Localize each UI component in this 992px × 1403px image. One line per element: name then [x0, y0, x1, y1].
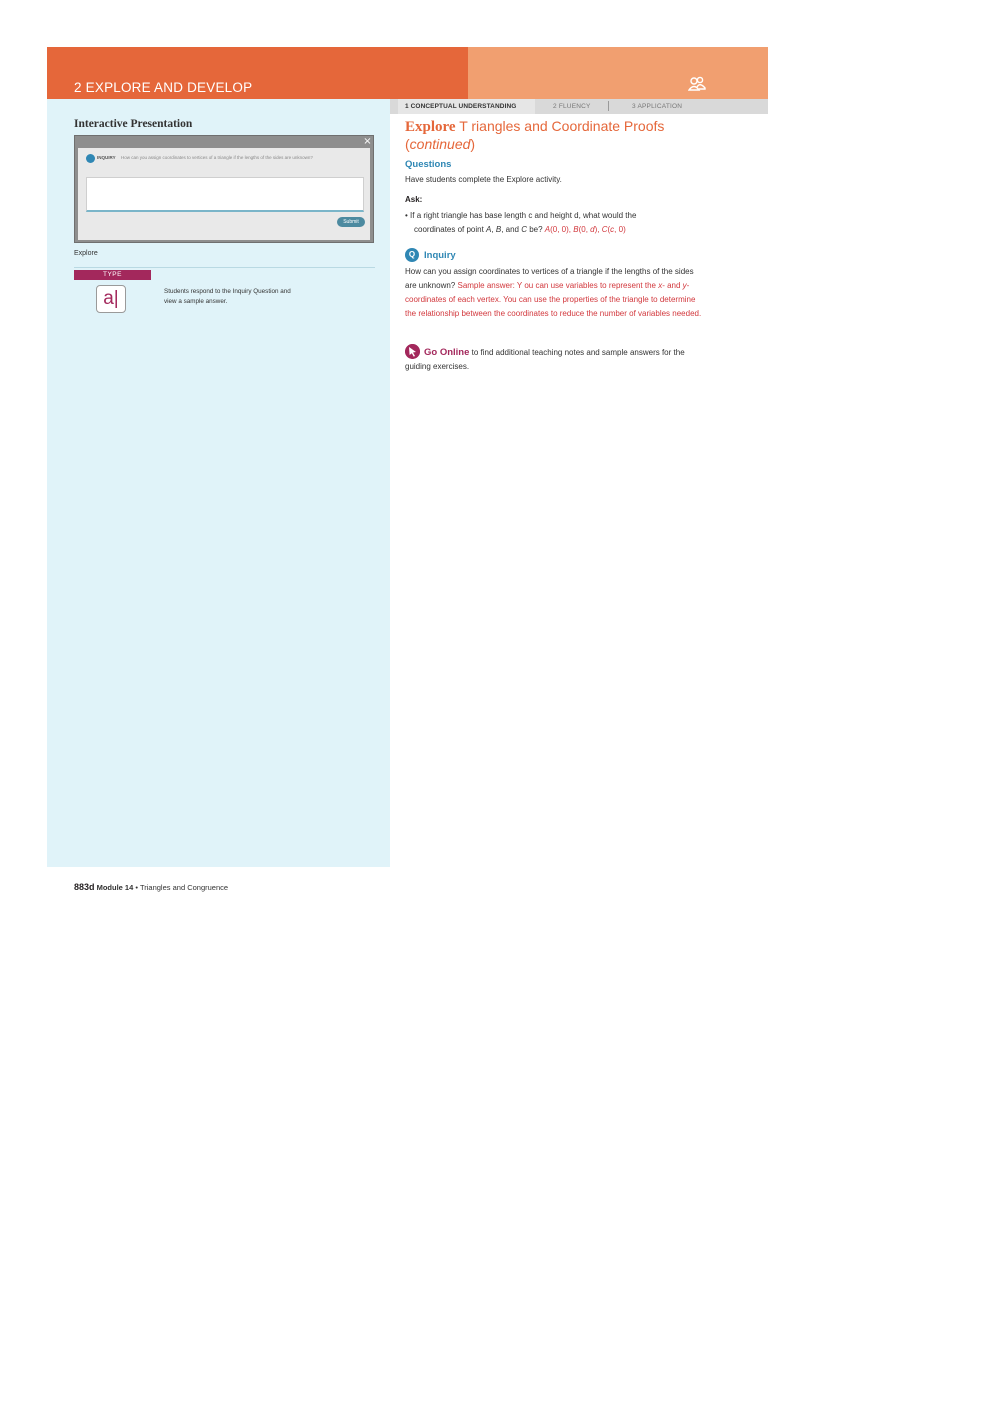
- footer-separator: •: [133, 883, 140, 892]
- page-number: 883d: [74, 882, 95, 892]
- answer-a-coord: (0, 0),: [550, 225, 574, 234]
- inquiry-answer-1: Sample answer: Y ou can use variables to represent the: [457, 281, 659, 290]
- ask-point-b: B: [495, 225, 502, 234]
- inquiry-answer-y: y: [682, 281, 687, 290]
- chapter-title: Triangles and Congruence: [139, 883, 229, 892]
- go-online-text: to find additional teaching notes and sample answers for the guiding exercises.: [405, 348, 685, 371]
- answer-c-open: (: [607, 225, 611, 234]
- inquiry-heading: Inquiry: [424, 250, 456, 261]
- screen-question-text: How can you assign coordinates to vertices of a triangle if the lengths of the sides are unknown?: [121, 155, 313, 160]
- inquiry-icon: Q: [405, 248, 419, 262]
- screenshot-caption: Explore: [74, 250, 98, 257]
- interactive-presentation-title: Interactive Presentation: [74, 118, 193, 130]
- tab-fluency[interactable]: 2 FLUENCY: [553, 103, 591, 110]
- answer-c: C: [601, 225, 608, 234]
- answer-textbox[interactable]: [86, 177, 364, 212]
- tab-separator: [608, 101, 609, 111]
- screen-question-tag: INQUIRY: [97, 155, 116, 160]
- type-description: Students respond to the Inquiry Question and view a sample answer.: [164, 288, 291, 305]
- go-online-note: [405, 346, 705, 374]
- heading-continued: continued: [409, 136, 471, 152]
- answer-b-close: ),: [594, 225, 602, 234]
- ask-point-c: C: [521, 225, 527, 234]
- questions-heading: Questions: [405, 159, 452, 170]
- answer-a: A: [544, 225, 551, 234]
- answer-c-var: c: [610, 225, 615, 234]
- tab-conceptual-understanding[interactable]: 1 CONCEPTUAL UNDERSTANDING: [405, 103, 517, 110]
- heading-close-paren: ): [470, 136, 476, 152]
- go-online-link[interactable]: Go Online: [424, 347, 470, 358]
- type-icon-glyph: a|: [103, 288, 119, 309]
- ask-line-1: • If a right triangle has base length c and height d, what would the: [405, 211, 637, 220]
- tab-application[interactable]: 3 APPLICATION: [632, 103, 683, 110]
- inquiry-answer-3: -coordinates of each vertex. You can use the properties of the triangle to determine the relationship between the coordinates to reduce the number of variables needed.: [405, 281, 702, 318]
- submit-button[interactable]: Submit: [337, 217, 365, 227]
- heading-explore: Explore: [405, 119, 456, 135]
- inquiry-answer-x: x: [658, 281, 663, 290]
- type-badge: TYPE: [74, 270, 151, 280]
- inquiry-body: [405, 265, 705, 321]
- divider: [74, 267, 375, 268]
- section-header-accent: [468, 47, 768, 99]
- inquiry-icon: [86, 154, 95, 163]
- module-label: Module 14: [94, 883, 134, 892]
- ask-point-a: A: [486, 225, 492, 234]
- ask-question: [405, 209, 705, 237]
- heading-open-paren: (: [405, 136, 410, 152]
- page-footer: [74, 882, 228, 892]
- ask-label: Ask:: [405, 195, 423, 204]
- questions-body: Have students complete the Explore activity.: [405, 175, 562, 184]
- ask-be: be?: [526, 225, 545, 234]
- ask-comma: ,: [491, 225, 496, 234]
- close-icon[interactable]: ×: [363, 136, 372, 147]
- inquiry-answer-2: - and: [662, 281, 683, 290]
- inquiry-question: How can you assign coordinates to vertices of a triangle if the lengths of the sides are unknown?: [405, 267, 694, 290]
- section-title: 2 EXPLORE AND DEVELOP: [74, 80, 253, 95]
- group-people-icon: [688, 76, 706, 92]
- explore-heading: [405, 118, 735, 153]
- answer-b: B: [573, 225, 579, 234]
- answer-b-open: (0,: [578, 225, 591, 234]
- answer-c-close: , 0): [614, 225, 626, 234]
- ask-line-2: coordinates of point: [414, 225, 487, 234]
- answer-d: d: [590, 225, 595, 234]
- ask-and: , and: [501, 225, 522, 234]
- heading-title: T riangles and Coordinate Proofs: [455, 118, 665, 134]
